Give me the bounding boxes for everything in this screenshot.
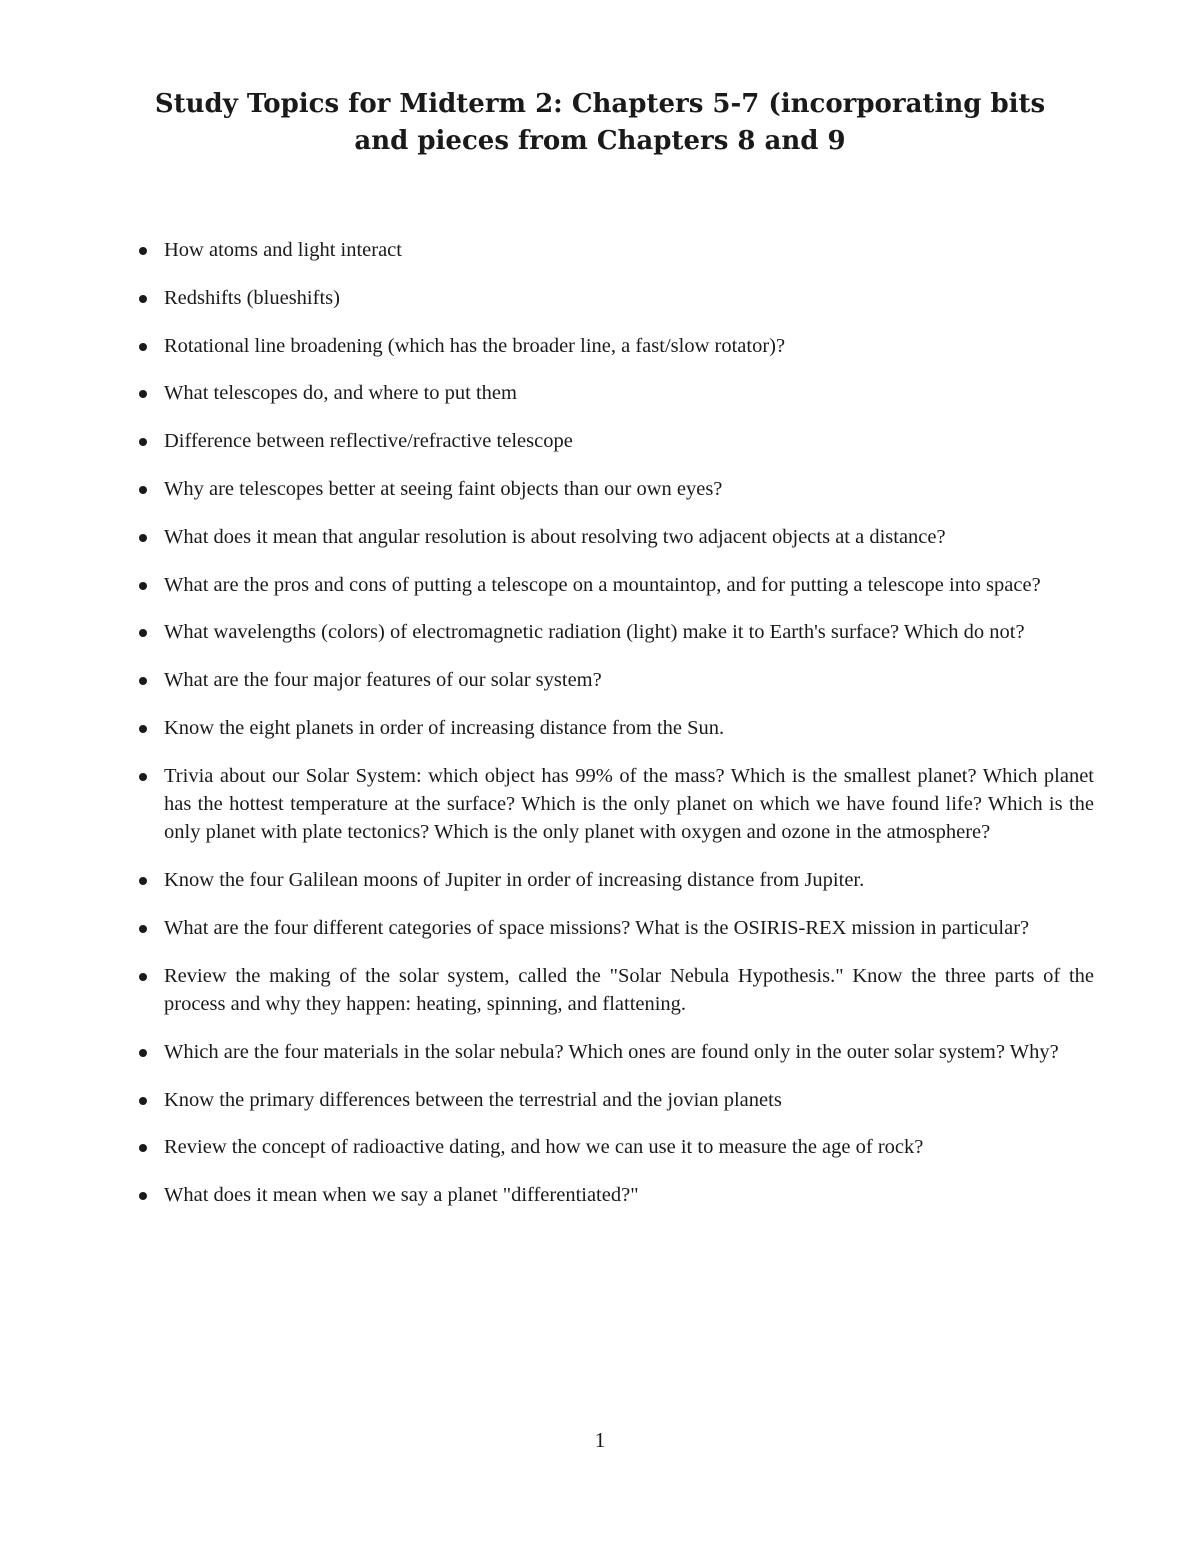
page-title: Study Topics for Midterm 2: Chapters 5-7 (incorporating bits and pieces from Chapters 8 and 9 [154, 89, 1046, 156]
bullet-icon [139, 629, 147, 637]
topic-text: Review the concept of radioactive dating, and how we can use it to measure the age of rock? [164, 1136, 924, 1159]
topic-item [136, 332, 1094, 360]
topic-text: Review the making of the solar system, called the "Solar Nebula Hypothesis." Know the three parts of the process and why they happen: heating, spinning, and flattening. [164, 964, 1094, 1016]
bullet-icon [139, 725, 147, 733]
topic-text: What does it mean that angular resolution is about resolving two adjacent objects at a distance? [164, 525, 946, 548]
topic-item [136, 762, 1094, 847]
bullet-icon [139, 534, 147, 542]
topic-item [136, 379, 1094, 407]
topic-text: Know the primary differences between the terrestrial and the jovian planets [164, 1088, 782, 1111]
topic-text: What wavelengths (colors) of electromagnetic radiation (light) make it to Earth's surface? Which do not? [164, 621, 1025, 644]
topic-text: What are the four major features of our solar system? [164, 669, 602, 692]
topic-text: Why are telescopes better at seeing faint objects than our own eyes? [164, 477, 723, 500]
bullet-icon [139, 677, 147, 685]
bullet-icon [139, 877, 147, 885]
bullet-icon [139, 295, 147, 303]
bullet-icon [139, 1049, 147, 1057]
bullet-icon [139, 925, 147, 933]
topic-text: What are the pros and cons of putting a telescope on a mountaintop, and for putting a telescope into space? [164, 573, 1041, 596]
topic-item [136, 1181, 1094, 1209]
topic-text: What telescopes do, and where to put them [164, 382, 517, 405]
page-number: 1 [594, 1428, 606, 1452]
topic-text: Know the four Galilean moons of Jupiter in order of increasing distance from Jupiter. [164, 869, 865, 892]
bullet-icon [139, 582, 147, 590]
bullet-icon [139, 1144, 147, 1152]
topic-item [136, 914, 1094, 942]
bullet-icon [139, 773, 147, 781]
topic-text: Trivia about our Solar System: which object has 99% of the mass? Which is the smallest planet? Which planet has the hottest temperature at the surface? Which is the only planet on which we have found life? Which is the only planet with plate tectonics? Which is the only planet with oxygen and ozone in the atmosphere? [164, 764, 1094, 844]
study-topic-list [136, 236, 1094, 1229]
topic-item [136, 618, 1094, 646]
topic-item [136, 1086, 1094, 1114]
topic-text: Which are the four materials in the solar nebula? Which ones are found only in the outer solar system? Why? [164, 1040, 1059, 1063]
topic-text: Redshifts (blueshifts) [164, 286, 340, 309]
bullet-icon [139, 247, 147, 255]
topic-item [136, 1133, 1094, 1161]
topic-text: Rotational line broadening (which has the broader line, a fast/slow rotator)? [164, 334, 786, 357]
bullet-icon [139, 390, 147, 398]
topic-text: Know the eight planets in order of increasing distance from the Sun. [164, 716, 725, 739]
bullet-icon [139, 1097, 147, 1105]
topic-text: Difference between reflective/refractive telescope [164, 430, 573, 453]
bullet-icon [139, 343, 147, 351]
topic-text: How atoms and light interact [164, 239, 402, 261]
topic-item [136, 962, 1094, 1019]
bullet-icon [139, 1192, 147, 1200]
topic-item [136, 866, 1094, 894]
topic-item [136, 427, 1094, 455]
topic-item [136, 284, 1094, 312]
topic-item [136, 714, 1094, 742]
topic-item [136, 236, 1094, 264]
topic-item [136, 1038, 1094, 1066]
bullet-icon [139, 973, 147, 981]
topic-text: What are the four different categories of space missions? What is the OSIRIS-REX mission in particular? [164, 916, 1030, 939]
bullet-icon [139, 438, 147, 446]
topic-item [136, 571, 1094, 599]
bullet-icon [139, 486, 147, 494]
topic-text: What does it mean when we say a planet "differentiated?" [164, 1184, 639, 1207]
topic-item [136, 475, 1094, 503]
topic-item [136, 666, 1094, 694]
topic-item [136, 523, 1094, 551]
